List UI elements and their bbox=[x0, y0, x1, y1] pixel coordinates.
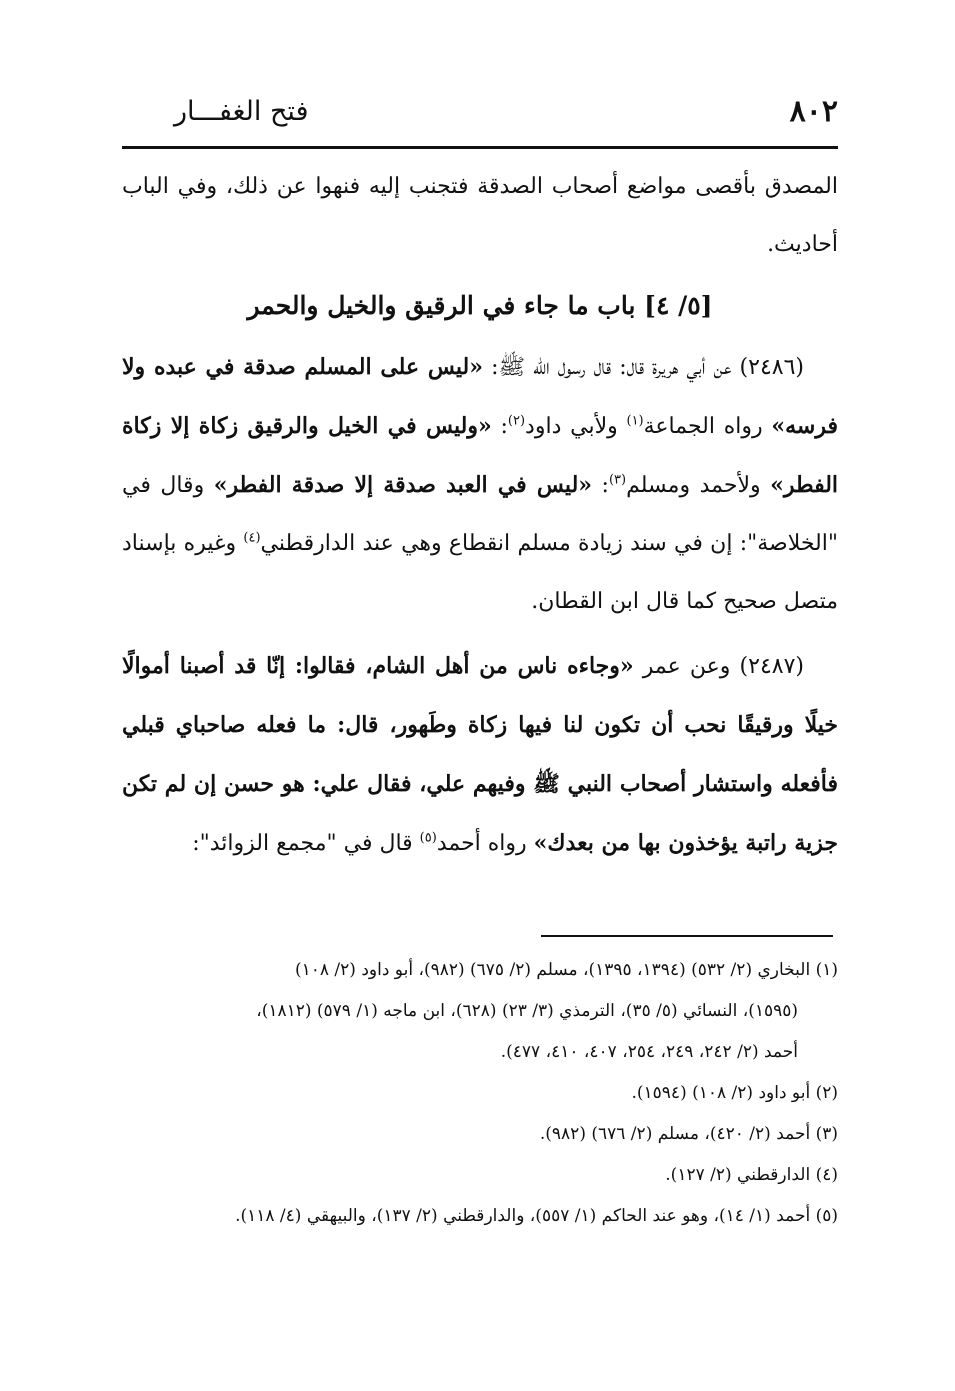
hadith-2487 bbox=[122, 637, 838, 873]
footnote-5: (٥) أحمد (١/ ١٤)، وهو عند الحاكم (١/ ٥٥٧)، والدارقطني (٢/ ١٣٧)، والبيهقي (٤/ ١١٨). bbox=[235, 1206, 838, 1226]
page-number: ٨٠٢ bbox=[789, 94, 838, 129]
running-title: فتح الغفـــار bbox=[174, 96, 309, 127]
hadith-2486 bbox=[122, 338, 838, 631]
footnote-1: (١) البخاري (٢/ ٥٣٢) (١٣٩٤، ١٣٩٥)، مسلم (٢/ ٦٧٥) (٩٨٢)، أبو داود (٢/ ١٠٨) bbox=[294, 960, 838, 980]
hadith-text: وقال في "الخلاصة": إن في سند زيادة مسلم انقطاع وهي عند الدارقطني bbox=[122, 473, 838, 556]
footnote-1-cont: (١٥٩٥)، النسائي (٥/ ٣٥)، الترمذي (٣/ ٢٣) (٦٢٨)، ابن ماجه (١/ ٥٧٩) (١٨١٢)، bbox=[256, 1001, 798, 1021]
footnote-ref[interactable]: (٤) bbox=[243, 530, 261, 546]
hadith-quote: «ليس على المسلم صدقة في عبده ولا فرسه» bbox=[122, 354, 838, 439]
footnote-ref[interactable]: (٢) bbox=[507, 413, 526, 429]
hadith-number: (٢٤٨٦) bbox=[739, 355, 804, 380]
hadith-text: رواه أحمد bbox=[436, 831, 534, 856]
footnote-ref[interactable]: (٣) bbox=[608, 472, 627, 488]
footnote-4: (٤) الدارقطني (٢/ ١٢٧). bbox=[665, 1165, 838, 1185]
footnote-2: (٢) أبو داود (٢/ ١٠٨) (١٥٩٤). bbox=[631, 1083, 838, 1103]
hadith-quote: «وجاءه ناس من أهل الشام، فقالوا: إنّا قد أصبنا أموالًا خيلًا ورقيقًا نحب أن تكون لنا فيها زكاة وطَهور، قال: ما فعله صاحباي قبلي فأفعله واستشار أصحاب النبي ﷺ وفيهم علي، فقال علي: هو حسن إن لم تكن جزية راتبة يؤخذون بها من بعدك» bbox=[122, 653, 838, 856]
hadith-number: (٢٤٨٧) bbox=[739, 654, 804, 679]
hadith-text: وعن عمر bbox=[633, 654, 740, 679]
hadith-text: ولأحمد ومسلم bbox=[626, 473, 771, 498]
page-header bbox=[122, 92, 838, 142]
hadith-text: : bbox=[592, 473, 609, 498]
chapter-heading: [٥/ ٤] باب ما جاء في الرقيق والخيل والحمر bbox=[247, 291, 713, 320]
hadith-text: : bbox=[491, 414, 508, 439]
hadith-quote: «ليس في العبد صدقة إلا صدقة الفطر» bbox=[213, 472, 593, 498]
footnotes bbox=[122, 950, 838, 1237]
hadith-text: قال في "مجمع الزوائد": bbox=[192, 831, 420, 856]
footnote-separator bbox=[541, 935, 833, 937]
hadith-quote: «وليس في الخيل والرقيق زكاة إلا زكاة الفطر» bbox=[122, 413, 839, 498]
footnote-ref[interactable]: (١) bbox=[626, 413, 644, 429]
hadith-text: رواه الجماعة bbox=[643, 414, 772, 439]
footnote-3: (٣) أحمد (٢/ ٤٢٠)، مسلم (٢/ ٦٧٦) (٩٨٢). bbox=[539, 1124, 838, 1144]
footnote-ref[interactable]: (٥) bbox=[419, 830, 437, 846]
hadith-text: عن أبي هريرة قال: قال رسول الله ﷺ: bbox=[482, 355, 740, 380]
main-text bbox=[122, 158, 838, 873]
hadith-text: ولأبي داود bbox=[525, 414, 627, 439]
hadith-text: وغيره بإسناد متصل صحيح كما قال ابن القطان. bbox=[122, 531, 838, 614]
header-rule bbox=[122, 146, 838, 149]
footnote-1-cont: أحمد (٢/ ٢٤٢، ٢٤٩، ٢٥٤، ٤٠٧، ٤١٠، ٤٧٧). bbox=[500, 1042, 798, 1062]
intro-paragraph: المصدق بأقصى مواضع أصحاب الصدقة فتجنب إليه فنهوا عن ذلك، وفي الباب أحاديث. bbox=[122, 174, 838, 257]
